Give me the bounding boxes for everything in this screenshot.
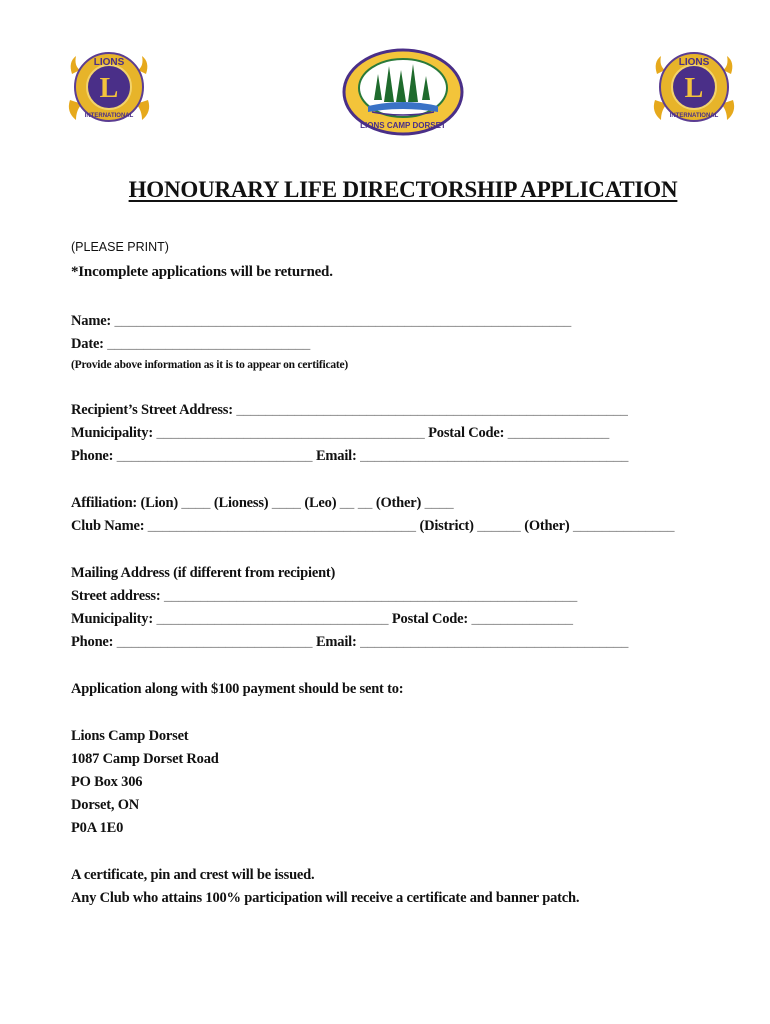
postal-code-field[interactable]: ______________ (507, 425, 610, 441)
address-line: 1087 Camp Dorset Road (71, 751, 219, 767)
phone-field[interactable]: ___________________________ (116, 448, 313, 464)
camp-logo-text: LIONS CAMP DORSET (360, 121, 446, 130)
lions-camp-dorset-logo (342, 48, 464, 136)
club-name-row (71, 518, 674, 535)
affiliation-lion-label: Affiliation: (Lion) (71, 495, 178, 511)
name-field[interactable]: _______________________________________________________________ (114, 313, 572, 329)
mail-phone-field[interactable]: ___________________________ (116, 634, 313, 650)
payment-note: Application along with $100 payment should be sent to: (71, 681, 404, 697)
closing-certificate-note: A certificate, pin and crest will be issued. (71, 867, 315, 883)
mail-municipality-label: Municipality: (71, 611, 153, 627)
affiliation-lioness-field[interactable]: ____ (271, 495, 301, 511)
affiliation-row (71, 495, 454, 512)
club-other-label: (Other) (524, 518, 570, 534)
street-address-field[interactable]: _________________________________________________________ (163, 588, 578, 604)
logo-letter: L (99, 73, 119, 104)
club-other-field[interactable]: ______________ (572, 518, 675, 534)
logo-ring-bottom-text: INTERNATIONAL (84, 113, 134, 119)
street-address-row (71, 588, 577, 605)
municipality-row (71, 425, 609, 442)
logo-ring-top-text: LIONS (93, 57, 125, 68)
mail-municipality-row (71, 611, 573, 628)
mail-email-field[interactable]: _____________________________________ (360, 634, 629, 650)
mail-municipality-field[interactable]: ________________________________ (156, 611, 389, 627)
certificate-note: (Provide above information as it is to appear on certificate) (71, 359, 349, 371)
district-field[interactable]: ______ (477, 518, 521, 534)
page-title: HONOURARY LIFE DIRECTORSHIP APPLICATION (128, 177, 678, 202)
club-name-label: Club Name: (71, 518, 145, 534)
email-label: Email: (315, 448, 357, 464)
logo-letter: L (684, 73, 704, 104)
phone-label: Phone: (71, 448, 114, 464)
address-line: Dorset, ON (71, 797, 140, 813)
lions-international-logo-right (651, 44, 737, 130)
recipient-address-label: Recipient’s Street Address: (71, 402, 233, 418)
address-line: PO Box 306 (71, 774, 143, 790)
address-line: Lions Camp Dorset (71, 728, 189, 744)
affiliation-other-label: (Other) (375, 495, 422, 511)
lions-international-logo-left (66, 44, 152, 130)
club-name-field[interactable]: _____________________________________ (147, 518, 417, 534)
logo-ring-top-text: LIONS (678, 57, 710, 68)
mailing-heading: Mailing Address (if different from recipient) (71, 565, 336, 581)
affiliation-other-field[interactable]: ____ (424, 495, 454, 511)
closing-participation-note: Any Club who attains 100% participation will receive a certificate and banner patch. (71, 890, 580, 906)
mail-phone-email-row (71, 634, 628, 651)
district-label: (District) (419, 518, 474, 534)
name-row (71, 313, 571, 330)
street-address-label: Street address: (71, 588, 161, 604)
date-row (71, 336, 310, 353)
affiliation-leo-field[interactable]: __ __ (339, 495, 373, 511)
date-label: Date: (71, 336, 104, 352)
logo-ring-bottom-text: INTERNATIONAL (669, 113, 719, 119)
name-label: Name: (71, 313, 112, 329)
email-field[interactable]: _____________________________________ (360, 448, 629, 464)
recipient-address-field[interactable]: ______________________________________________________ (236, 402, 628, 418)
address-line: P0A 1E0 (71, 820, 124, 836)
municipality-field[interactable]: _____________________________________ (156, 425, 425, 441)
mail-phone-label: Phone: (71, 634, 114, 650)
affiliation-lioness-label: (Lioness) (213, 495, 269, 511)
incomplete-note: *Incomplete applications will be returned. (71, 264, 333, 280)
postal-code-label: Postal Code: (428, 425, 505, 441)
mail-postal-code-field[interactable]: ______________ (471, 611, 573, 627)
phone-email-row (71, 448, 628, 465)
affiliation-leo-label: (Leo) (304, 495, 337, 511)
mail-email-label: Email: (315, 634, 357, 650)
recipient-address-row (71, 402, 628, 419)
affiliation-lion-field[interactable]: ____ (181, 495, 211, 511)
mail-postal-code-label: Postal Code: (391, 611, 469, 627)
municipality-label: Municipality: (71, 425, 153, 441)
date-field[interactable]: ____________________________ (107, 336, 311, 352)
please-print-note: (PLEASE PRINT) (71, 240, 169, 254)
